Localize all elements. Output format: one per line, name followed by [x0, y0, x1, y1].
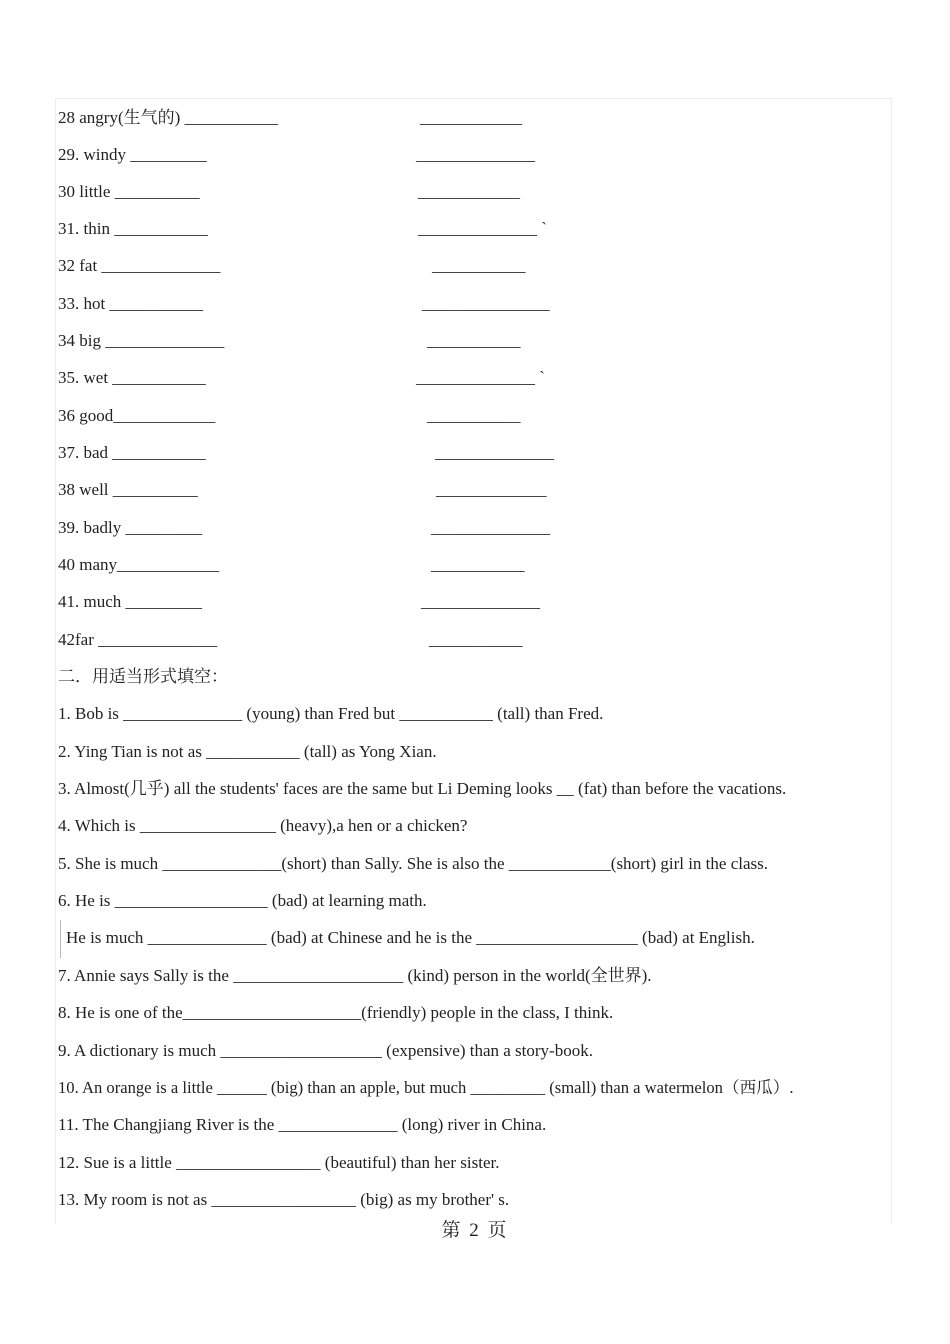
vocab-answer-37: ______________: [435, 443, 554, 462]
vocab-item-31: 31. thin ___________: [58, 219, 208, 238]
exercise-12: 12. Sue is a little _________________ (beautiful) than her sister.: [58, 1153, 500, 1172]
vocab-answer-42: ___________: [429, 630, 523, 649]
vocab-item-41: 41. much _________: [58, 592, 203, 611]
vocab-item-34: 34 big ______________: [58, 331, 225, 350]
vocab-answer-41: ______________: [421, 592, 540, 611]
vocab-item-36: 36 good____________: [58, 406, 216, 425]
vocab-answer-39: ______________: [431, 518, 550, 537]
vocab-item-40: 40 many____________: [58, 555, 220, 574]
vocab-item-30: 30 little __________: [58, 182, 200, 201]
exercise-9: 9. A dictionary is much ___________________ (expensive) than a story-book.: [58, 1041, 593, 1060]
exercise-13: 13. My room is not as _________________ (big) as my brother' s.: [58, 1190, 510, 1209]
vocab-answer-31: ______________ `: [418, 219, 547, 238]
vocab-answer-40: ___________: [431, 555, 525, 574]
vocab-item-35: 35. wet ___________: [58, 368, 206, 387]
vocab-item-33: 33. hot ___________: [58, 294, 203, 313]
vocab-item-39: 39. badly _________: [58, 518, 203, 537]
exercise-6-continued: He is much ______________ (bad) at Chinese and he is the ___________________ (bad) at English.: [66, 928, 755, 947]
vocab-answer-35: ______________ `: [416, 368, 545, 387]
exercise-10: 10. An orange is a little ______ (big) than an apple, but much _________ (small) than a watermelon（西瓜）.: [58, 1078, 794, 1097]
vocab-answer-33: _______________: [422, 294, 550, 313]
vocab-item-32: 32 fat ______________: [58, 256, 221, 275]
page-number: 第 2 页: [441, 1220, 509, 1241]
exercise-8: 8. He is one of the_____________________(friendly) people in the class, I think.: [58, 1003, 614, 1022]
vocab-answer-28: ____________: [420, 108, 522, 127]
indent-marker: [60, 920, 61, 958]
exercise-7: 7. Annie says Sally is the ____________________ (kind) person in the world(全世界).: [58, 966, 652, 985]
vocab-answer-36: ___________: [427, 406, 521, 425]
vocab-item-42: 42far ______________: [58, 630, 218, 649]
exercise-2: 2. Ying Tian is not as ___________ (tall) as Yong Xian.: [58, 742, 437, 761]
exercise-11: 11. The Changjiang River is the ______________ (long) river in China.: [58, 1115, 547, 1134]
vocab-answer-34: ___________: [427, 331, 521, 350]
vocab-item-37: 37. bad ___________: [58, 443, 206, 462]
exercise-6: 6. He is __________________ (bad) at learning math.: [58, 891, 427, 910]
vocab-answer-29: ______________: [416, 145, 535, 164]
exercise-3: 3. Almost(几乎) all the students' faces are the same but Li Deming looks __ (fat) than before the vacations.: [58, 779, 787, 798]
exercise-1: 1. Bob is ______________ (young) than Fred but ___________ (tall) than Fred.: [58, 704, 604, 723]
exercise-4: 4. Which is ________________ (heavy),a hen or a chicken?: [58, 816, 468, 835]
section-heading: 二．用适当形式填空：: [58, 667, 228, 686]
vocab-answer-32: ___________: [432, 256, 526, 275]
vocab-item-28: 28 angry(生气的) ___________: [58, 108, 279, 127]
vocab-item-29: 29. windy _________: [58, 145, 207, 164]
vocab-answer-30: ____________: [418, 182, 520, 201]
vocab-answer-38: _____________: [436, 480, 547, 499]
exercise-5: 5. She is much ______________(short) than Sally. She is also the ____________(short) girl in the class.: [58, 854, 768, 873]
vocab-item-38: 38 well __________: [58, 480, 198, 499]
